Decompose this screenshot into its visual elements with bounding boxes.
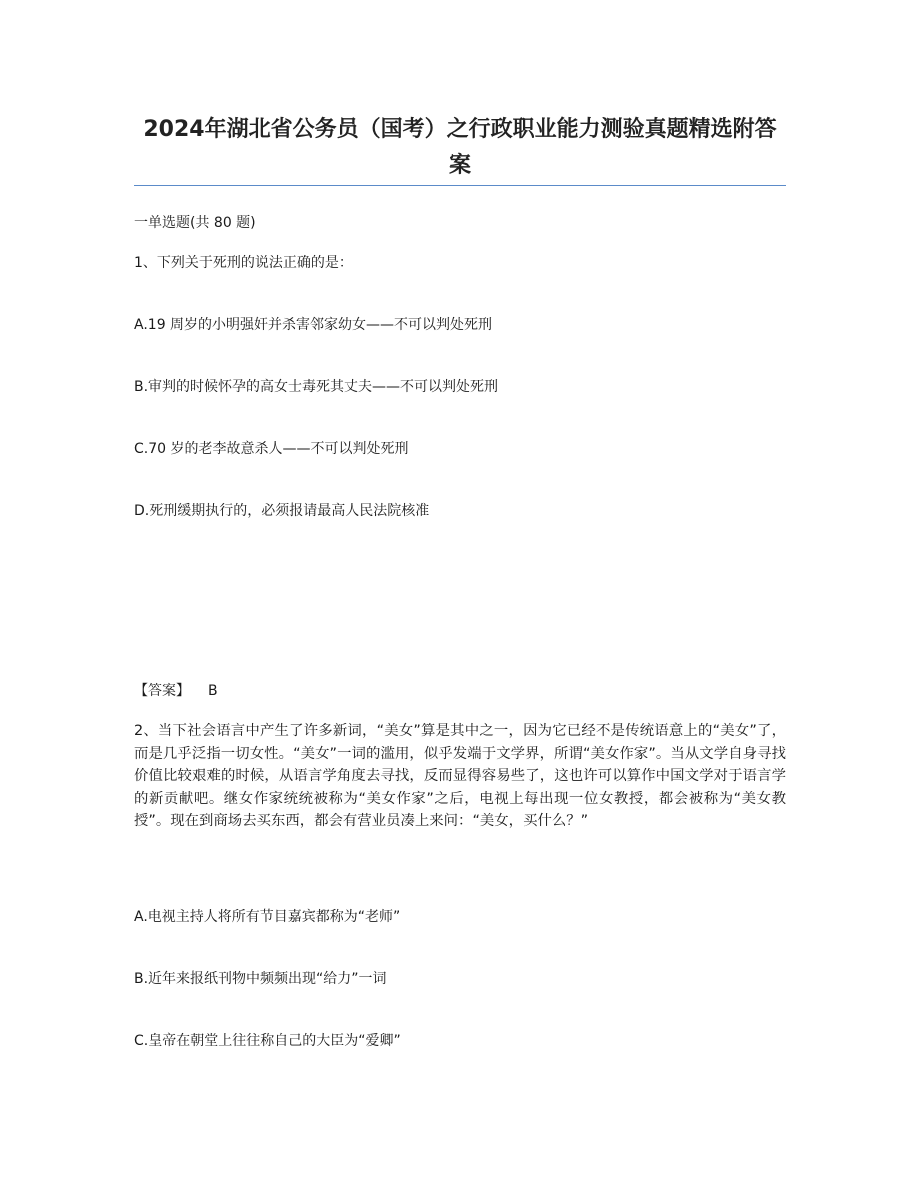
section-header: 一单选题(共 80 题) (134, 215, 256, 231)
question-1-option-b: B.审判的时候怀孕的高女士毒死其丈夫——不可以判处死刑 (134, 379, 499, 395)
question-2-option-c: C.皇帝在朝堂上往往称自己的大臣为“爱卿” (134, 1033, 401, 1049)
title-divider (134, 185, 786, 186)
answer-label: 【答案】 (134, 683, 190, 699)
question-1-option-c: C.70 岁的老李故意杀人——不可以判处死刑 (134, 441, 409, 457)
question-1-option-a: A.19 周岁的小明强奸并杀害邻家幼女——不可以判处死刑 (134, 317, 493, 333)
document-title: 2024年湖北省公务员（国考）之行政职业能力测验真题精选附答案 (143, 117, 777, 178)
question-2-option-a: A.电视主持人将所有节目嘉宾都称为“老师” (134, 909, 401, 925)
question-1-answer (134, 681, 218, 701)
question-2-stem: 2、当下社会语言中产生了许多新词，“美女”算是其中之一，因为它已经不是传统语意上的“美女”了，而是几乎泛指一切女性。“美女”一词的滥用，似乎发端于文学界，所谓“美女作家”。当从文学自身寻找价值比较艰难的时候，从语言学角度去寻找，反而显得容易些了，这也许可以算作中国文学对于语言学的新贡献吧。继女作家统统被称为“美女作家”之后，电视上每出现一位女教授，都会被称为“美女教授”。现在到商场去买东西，都会有营业员凑上来问：“美女，买什么？” (134, 723, 786, 830)
question-1-stem: 1、下列关于死刑的说法正确的是： (134, 255, 353, 271)
question-1-option-d: D.死刑缓期执行的，必须报请最高人民法院核准 (134, 503, 430, 519)
answer-value: B (208, 683, 218, 699)
question-2-option-b: B.近年来报纸刊物中频频出现“给力”一词 (134, 971, 387, 987)
